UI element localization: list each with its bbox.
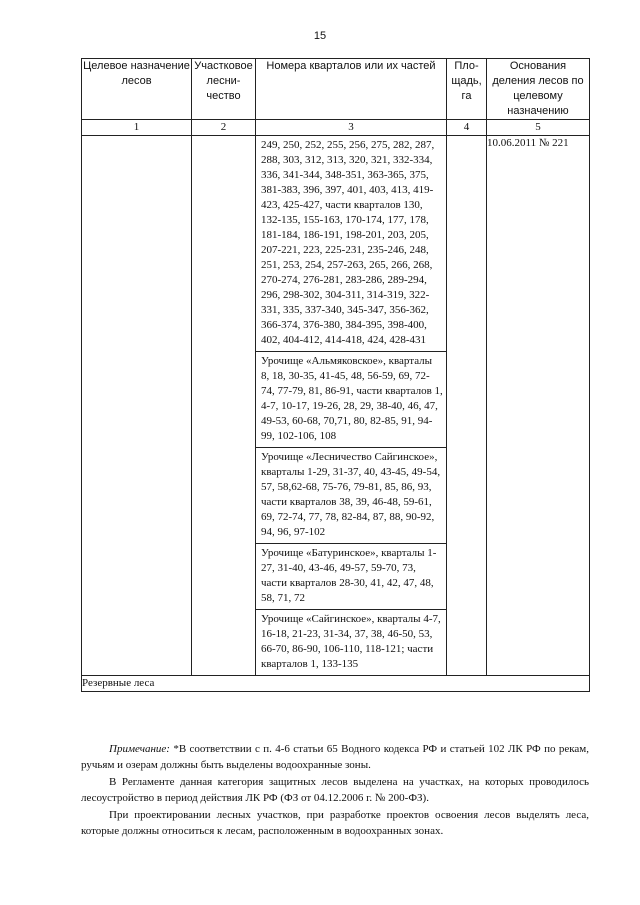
purpose-cell <box>82 136 192 676</box>
area-cell <box>447 136 487 676</box>
note-text: *В соответствии с п. 4-6 статьи 65 Водного кодекса РФ и статьей 102 ЛК РФ по рекам, ручьям и озерам должны быть выделены водоохранные зоны. <box>81 743 589 771</box>
forest-purpose-table <box>81 58 590 692</box>
header-basis: Основания деления лесов по целевому назначению <box>487 59 590 120</box>
col-number-2: 2 <box>192 120 256 136</box>
regulation-paragraph: В Регламенте данная категория защитных лесов выделена на участках, на которых проводилось лесоустройство в период действия ЛК РФ (ФЗ от 04.12.2006 г. № 200-ФЗ). <box>81 776 589 804</box>
quarter-block-text: 249, 250, 252, 255, 256, 275, 282, 287, 288, 303, 312, 313, 320, 321, 332-334, 336, 341-344, 348-351, 363-365, 375, 381-383, 396, 397, 401, 403, 413, 419-423, 425-427, части кварталов 130, 132-135, 155-163, 170-174, 177, 178, 181-184, 186-191, 198-201, 203, 205, 207-221, 223, 225-231, 235-246, 248, 251, 253, 254, 257-263, 265, 266, 268, 270-274, 276-281, 283-286, 289-294, 296, 298-302, 304-311, 314-319, 322-331, 335, 337-340, 345-347, 356-362, 366-374, 376-380, 384-395, 398-400, 402, 404-412, 414-418, 424, 428-431 <box>261 139 435 346</box>
quarters-cell <box>256 136 447 676</box>
note-paragraph <box>81 742 589 773</box>
header-forestry: Участковое лесни-чество <box>192 59 256 120</box>
quarter-block <box>256 610 446 675</box>
forestry-cell <box>192 136 256 676</box>
notes-section <box>81 742 589 841</box>
page-number: 15 <box>313 30 327 42</box>
basis-cell: 10.06.2011 № 221 <box>487 136 590 676</box>
col-number-3: 3 <box>256 120 447 136</box>
col-number-1: 1 <box>82 120 192 136</box>
header-area: Пло-щадь, га <box>447 59 487 120</box>
col-number-4: 4 <box>447 120 487 136</box>
quarter-block <box>256 352 446 448</box>
quarter-block-text: Урочище «Сайгинское», кварталы 4-7, 16-18, 21-23, 31-34, 37, 38, 46-50, 53, 66-70, 86-90, 106-110, 118-121; части кварталов 1, 133-135 <box>261 613 441 670</box>
col-number-5: 5 <box>487 120 590 136</box>
quarter-block-text: Урочище «Лесничество Сайгинское», кварталы 1-29, 31-37, 40, 43-45, 49-54, 57, 58,62-68, 75-76, 79-81, 85, 86, 93, части кварталов 38, 39, 46-48, 59-61, 69, 72-74, 77, 78, 82-84, 87, 88, 90-92, 94, 96, 97-102 <box>261 451 441 538</box>
header-purpose: Целевое назначение лесов <box>82 59 192 120</box>
quarter-block <box>256 544 446 610</box>
design-paragraph: При проектировании лесных участков, при разработке проектов освоения лесов выделять леса, которые должны относиться к лесам, расположенным в водоохранных зонах. <box>81 809 589 837</box>
quarter-block <box>256 136 446 352</box>
note-label: Примечание: <box>109 743 170 755</box>
quarter-block-text: Урочище «Альмяковское», кварталы 8, 18, 30-35, 41-45, 48, 56-59, 69, 72-74, 77-79, 81, 86-91, части кварталов 1, 4-7, 10-17, 19-26, 28, 29, 38-40, 46, 47, 49-53, 60-68, 70,71, 80, 82-85, 91, 94-99, 102-106, 108 <box>261 355 443 442</box>
quarter-block <box>256 448 446 544</box>
reserve-forests-row: Резервные леса <box>82 676 590 692</box>
quarter-block-text: Урочище «Батуринское», кварталы 1-27, 31-40, 43-46, 49-57, 59-70, 73, части кварталов 28-30, 41, 42, 47, 48, 58, 71, 72 <box>261 547 437 604</box>
header-quarters: Номера кварталов или их частей <box>256 59 447 120</box>
